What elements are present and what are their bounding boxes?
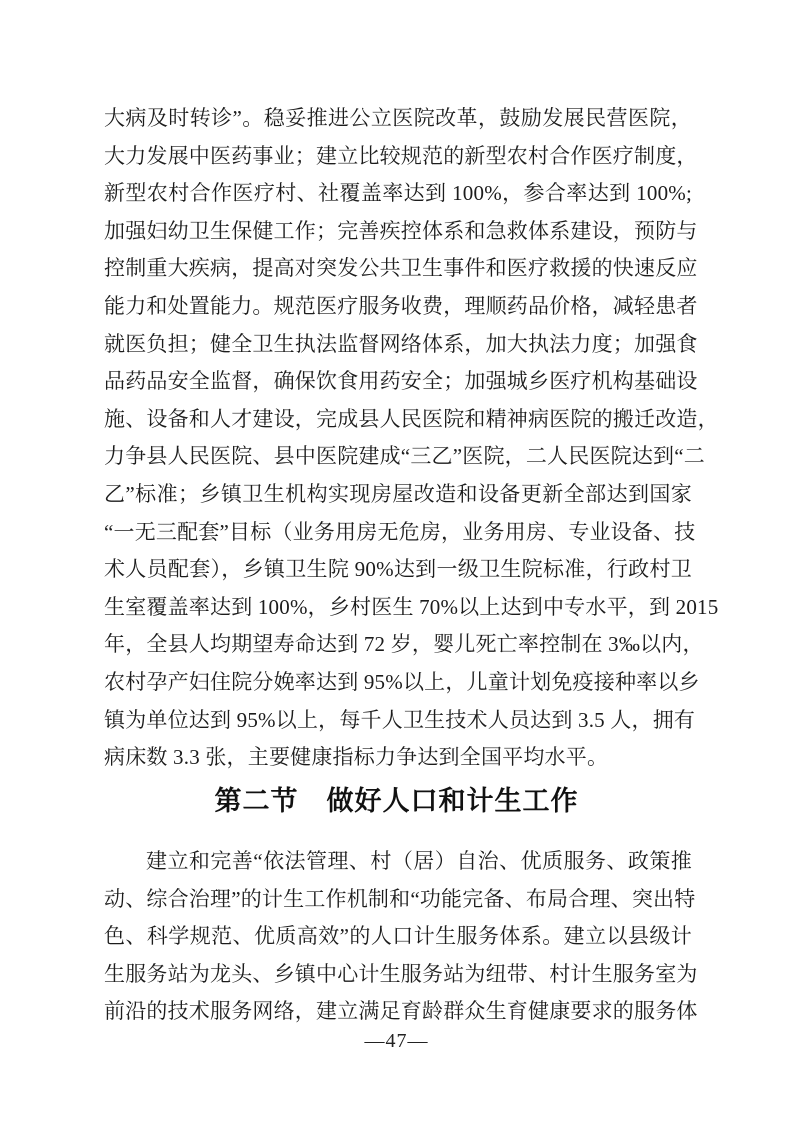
text-line: 年，全县人均期望寿命达到 72 岁，婴儿死亡率控制在 3‰以内， <box>104 632 704 657</box>
text-line: 新型农村合作医疗村、社覆盖率达到 100%，参合率达到 100%; <box>104 181 692 206</box>
text-line: 建立和完善“依法管理、村（居）自治、优质服务、政策推 <box>146 849 692 873</box>
text-line: 大力发展中医药事业；建立比较规范的新型农村合作医疗制度， <box>104 143 698 168</box>
text-line: 色、科学规范、优质高效”的人口计生服务体系。建立以县级计 <box>104 924 692 949</box>
text-line: 就医负担；健全卫生执法监督网络体系，加大执法力度；加强食 <box>104 331 698 356</box>
text-line: 镇为单位达到 95%以上，每千人卫生技术人员达到 3.5 人，拥有 <box>104 707 696 732</box>
text-line: 农村孕产妇住院分娩率达到 95%以上，儿童计划免疫接种率以乡 <box>104 669 700 694</box>
text-line: 动、综合治理”的计生工作机制和“功能完备、布局合理、突出特 <box>104 886 696 911</box>
text-line: 加强妇幼卫生保健工作；完善疾控体系和急救体系建设，预防与 <box>104 218 698 243</box>
text-line: 生室覆盖率达到 100%，乡村医生 70%以上达到中专水平，到 2015 <box>104 594 719 619</box>
section-heading: 第二节 做好人口和计生工作 <box>214 786 579 816</box>
text-line: 病床数 3.3 张，主要健康指标力争达到全国平均水平。 <box>104 745 609 770</box>
text-line: 前沿的技术服务网络，建立满足育龄群众生育健康要求的服务体 <box>104 999 698 1024</box>
text-line: 力争县人民医院、县中医院建成“三乙”医院，二人民医院达到“二 <box>104 444 705 469</box>
text-line: 生服务站为龙头、乡镇中心计生服务站为纽带、村计生服务室为 <box>104 961 698 986</box>
text-line: 乙”标准；乡镇卫生机构实现房屋改造和设备更新全部达到国家 <box>104 481 692 506</box>
text-line: 施、设备和人才建设，完成县人民医院和精神病医院的搬迁改造， <box>104 406 719 431</box>
page-number: —47— <box>364 1030 429 1052</box>
paragraph-health-goals <box>104 100 719 777</box>
text-line: 控制重大疾病，提高对突发公共卫生事件和医疗救援的快速反应 <box>104 256 698 281</box>
text-line: 术人员配套），乡镇卫生院 90%达到一级卫生院标准，行政村卫 <box>104 557 692 582</box>
text-line: 品药品安全监督，确保饮食用药安全；加强城乡医疗机构基础设 <box>104 369 698 394</box>
text-line: 能力和处置能力。规范医疗服务收费，理顺药品价格，减轻患者 <box>104 293 698 318</box>
paragraph-family-planning <box>104 843 698 1031</box>
text-line: “一无三配套”目标（业务用房无危房，业务用房、专业设备、技 <box>104 519 696 544</box>
text-line: 大病及时转诊”。稳妥推进公立医院改革，鼓励发展民营医院， <box>104 106 692 130</box>
